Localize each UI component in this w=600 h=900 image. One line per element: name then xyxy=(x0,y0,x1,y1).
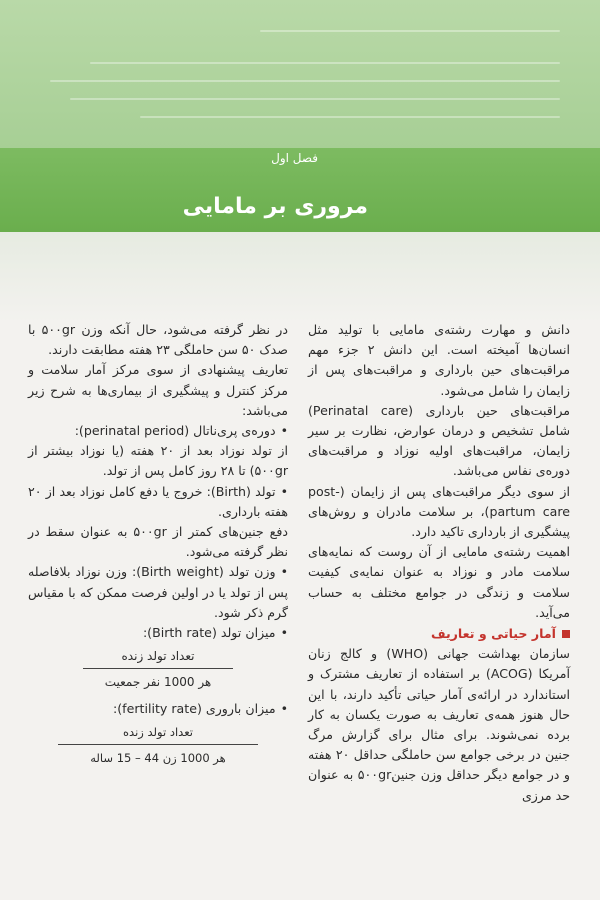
section-heading xyxy=(308,624,570,644)
faded-text-line xyxy=(260,30,560,32)
section-heading-text: آمار حیاتی و تعاریف xyxy=(430,626,556,642)
paragraph: دانش و مهارت رشته‌ی مامایی با تولید مثل انسان‌ها آمیخته است. این دانش ۲ جزء مهم مراقبت‌های حین بارداری و مراقبت‌های پس از زایمان را شامل می‌شود. xyxy=(308,322,570,398)
bullet-item xyxy=(28,562,288,623)
paragraph: از تولد نوزاد بعد از ۲۰ هفته (یا نوزاد بیشتر از ۵۰۰gr) تا ۲۸ روز کامل پس از تولد. xyxy=(28,443,288,479)
bullet-icon: • xyxy=(280,483,288,499)
paragraph: دفع جنین‌های کمتر از ۵۰۰gr به عنوان سقط در نظر گرفته می‌شود. xyxy=(28,524,288,560)
paragraph: سازمان بهداشت جهانی (WHO) و کالج زنان آمریکا (ACOG) بر استفاده از تعاریف مشترک و استاندارد در ارائه‌ی آمار حیاتی تأکید دارند، با این حال هنوز همه‌ی تعاریف به صورت یکسان به کار برده نمی‌شوند. برای مثال برای گزارش مرگ جنین در برخی جوامع سن حاملگی حداقل ۲۰ هفته و در جوامع دیگر حداقل وزن جنین۵۰۰gr به عنوان حد مرزی xyxy=(308,646,570,803)
right-text-column xyxy=(308,320,570,806)
square-bullet-icon xyxy=(562,630,570,638)
paragraph: تعاریف پیشنهادی از سوی مرکز آمار سلامت و مرکز کنترل و پیشگیری از بیماری‌ها به شرح زیر می‌باشد: xyxy=(28,362,288,418)
bullet-text: دوره‌ی پری‌ناتال (perinatal period): xyxy=(74,423,276,439)
bullet-text: وزن تولد (Birth weight): وزن نوزاد بلافاصله پس از تولد یا در اولین فرصت ممکن که با مقیاس گرم ذکر شود. xyxy=(28,564,288,620)
paragraph: در نظر گرفته می‌شود، حال آنکه وزن ۵۰۰gr با صدک ۵۰ سن حاملگی ۲۳ هفته مطابقت دارند. xyxy=(28,322,288,358)
chapter-title: مروری بر مامایی xyxy=(182,194,368,219)
fertility-rate-formula xyxy=(58,723,258,767)
faded-text-line xyxy=(140,116,560,118)
bullet-text: میزان تولد (Birth rate): xyxy=(142,625,276,641)
paragraph: مراقبت‌های حین بارداری (Perinatal care) شامل تشخیص و درمان عوارض، نظارت بر سیر زایمان، مراقبت‌های اولیه نوزاد و مراقبت‌های دوره‌ی نفاس می‌باشد. xyxy=(308,402,571,479)
band-shadow xyxy=(0,232,600,322)
birth-rate-formula xyxy=(83,647,233,691)
paragraph: از سوی دیگر مراقبت‌های پس از زایمان (post- partum care)، بر سلامت مادران و روش‌های پیشگیری از بارداری تاکید دارد. xyxy=(308,483,570,540)
left-text-column xyxy=(28,320,288,771)
bullet-text: میزان باروری (fertility rate): xyxy=(113,701,276,717)
faded-text-line xyxy=(70,98,560,100)
formula-denominator: هر 1000 نفر جمعیت xyxy=(104,675,212,690)
bullet-item xyxy=(28,699,288,719)
bullet-icon: • xyxy=(280,625,288,641)
formula-numerator: تعداد تولد زنده xyxy=(58,723,258,745)
bullet-item xyxy=(28,421,288,441)
bullet-item xyxy=(28,623,288,643)
chapter-label: فصل اول xyxy=(271,151,318,165)
formula-denominator: هر 1000 زن 44 – 15 ساله xyxy=(90,751,226,766)
paragraph: اهمیت رشته‌ی مامایی از آن روست که نمایه‌های سلامت مادر و نوزاد به عنوان نمایه‌ی کیفیت سلامت و زندگی در جوامع مختلف به حساب می‌آید. xyxy=(308,544,570,620)
bullet-text: تولد (Birth): خروج یا دفع کامل نوزاد بعد از ۲۰ هفته بارداری. xyxy=(28,483,288,519)
header-background-band xyxy=(0,0,600,148)
formula-numerator: تعداد تولد زنده xyxy=(83,647,233,669)
bullet-icon: • xyxy=(280,701,288,717)
bullet-item xyxy=(28,482,288,522)
bullet-icon: • xyxy=(280,423,288,439)
faded-text-line xyxy=(90,62,560,64)
bullet-icon: • xyxy=(280,564,288,580)
faded-text-line xyxy=(50,80,560,82)
